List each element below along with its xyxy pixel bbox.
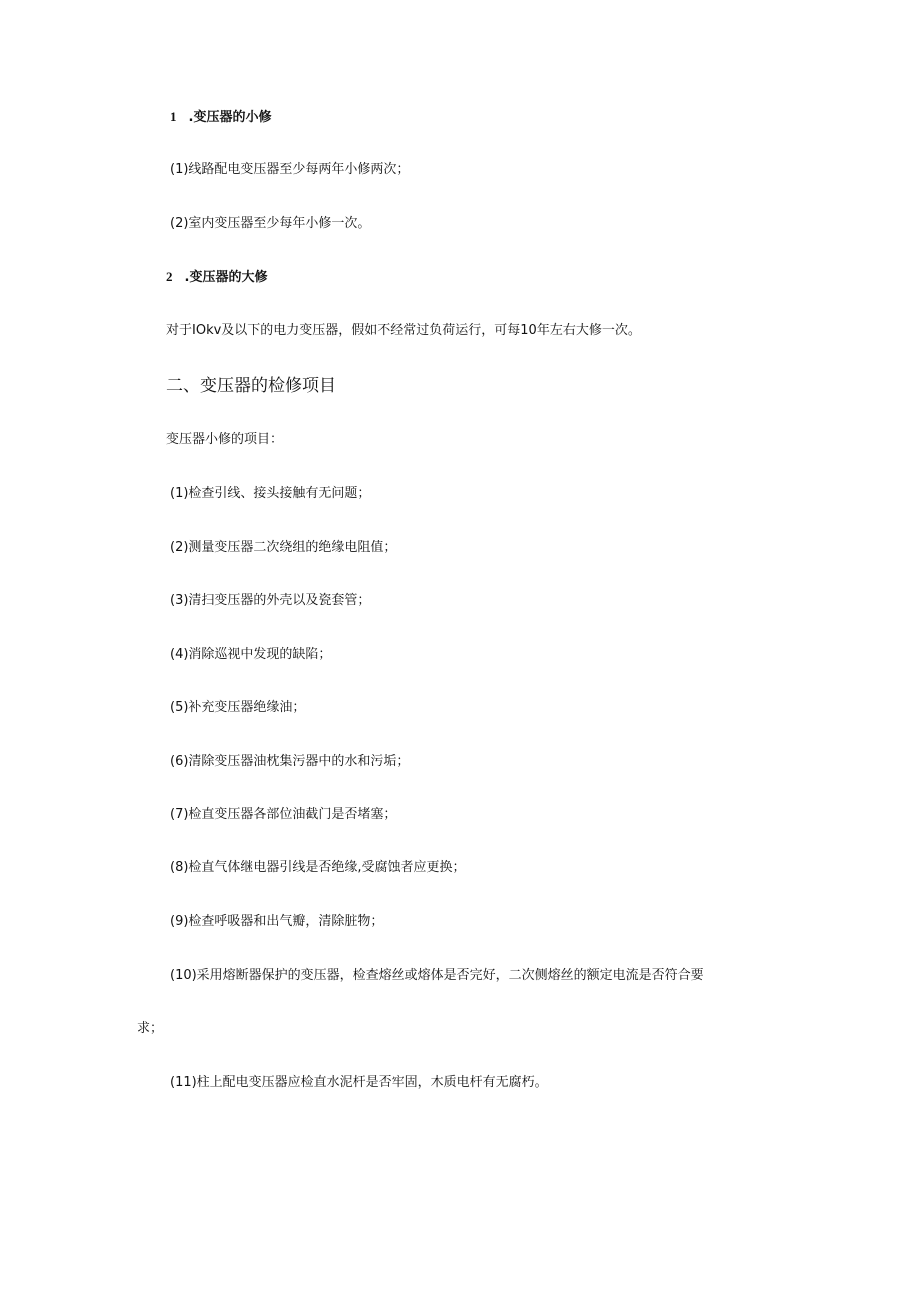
list-item-continuation: 求； <box>137 1021 164 1036</box>
list-item: (1)线路配电变压器至少每两年小修两次； <box>170 162 410 177</box>
list-item: (9)检查呼吸器和出气瓣，清除脏物； <box>170 914 384 929</box>
list-item: (10)采用熔断器保护的变压器，检查熔丝或熔体是否完好，二次侧熔丝的额定电流是否符合要 <box>170 968 704 983</box>
list-item: (6)清除变压器油枕集污器中的水和污垢； <box>170 754 410 769</box>
list-item: (3)清扫变压器的外壳以及瓷套管； <box>170 593 371 608</box>
list-item: (5)补充变压器绝缘油； <box>170 700 306 715</box>
intro-text: 变压器小修的项目： <box>166 432 284 447</box>
heading-minor-repair <box>170 109 271 126</box>
heading-text: .变压器的小修 <box>188 110 272 125</box>
paragraph: 对于IOkv及以下的电力变压器，假如不经常过负荷运行，可每10年左右大修一次。 <box>166 323 641 338</box>
heading-number: 1 <box>170 109 177 124</box>
list-item: (2)测量变压器二次绕组的绝缘电阻值； <box>170 540 397 555</box>
list-item: (11)柱上配电变压器应检直水泥杆是否牢固，木质电杆有无腐朽。 <box>170 1075 548 1090</box>
list-item: (1)检查引线、接头接触有无问题； <box>170 486 371 501</box>
list-item: (7)检直变压器各部位油截门是否堵塞； <box>170 807 397 822</box>
heading-major-repair <box>166 269 267 286</box>
heading-text: .变压器的大修 <box>184 270 268 285</box>
list-item: (8)检直气体继电器引线是否绝缘,受腐蚀者应更换； <box>170 860 466 875</box>
list-item: (4)消除巡视中发现的缺陷； <box>170 647 332 662</box>
section-heading: 二、变压器的检修项目 <box>166 376 336 396</box>
list-item: (2)室内变压器至少每年小修一次。 <box>170 216 371 231</box>
heading-number: 2 <box>166 269 173 284</box>
